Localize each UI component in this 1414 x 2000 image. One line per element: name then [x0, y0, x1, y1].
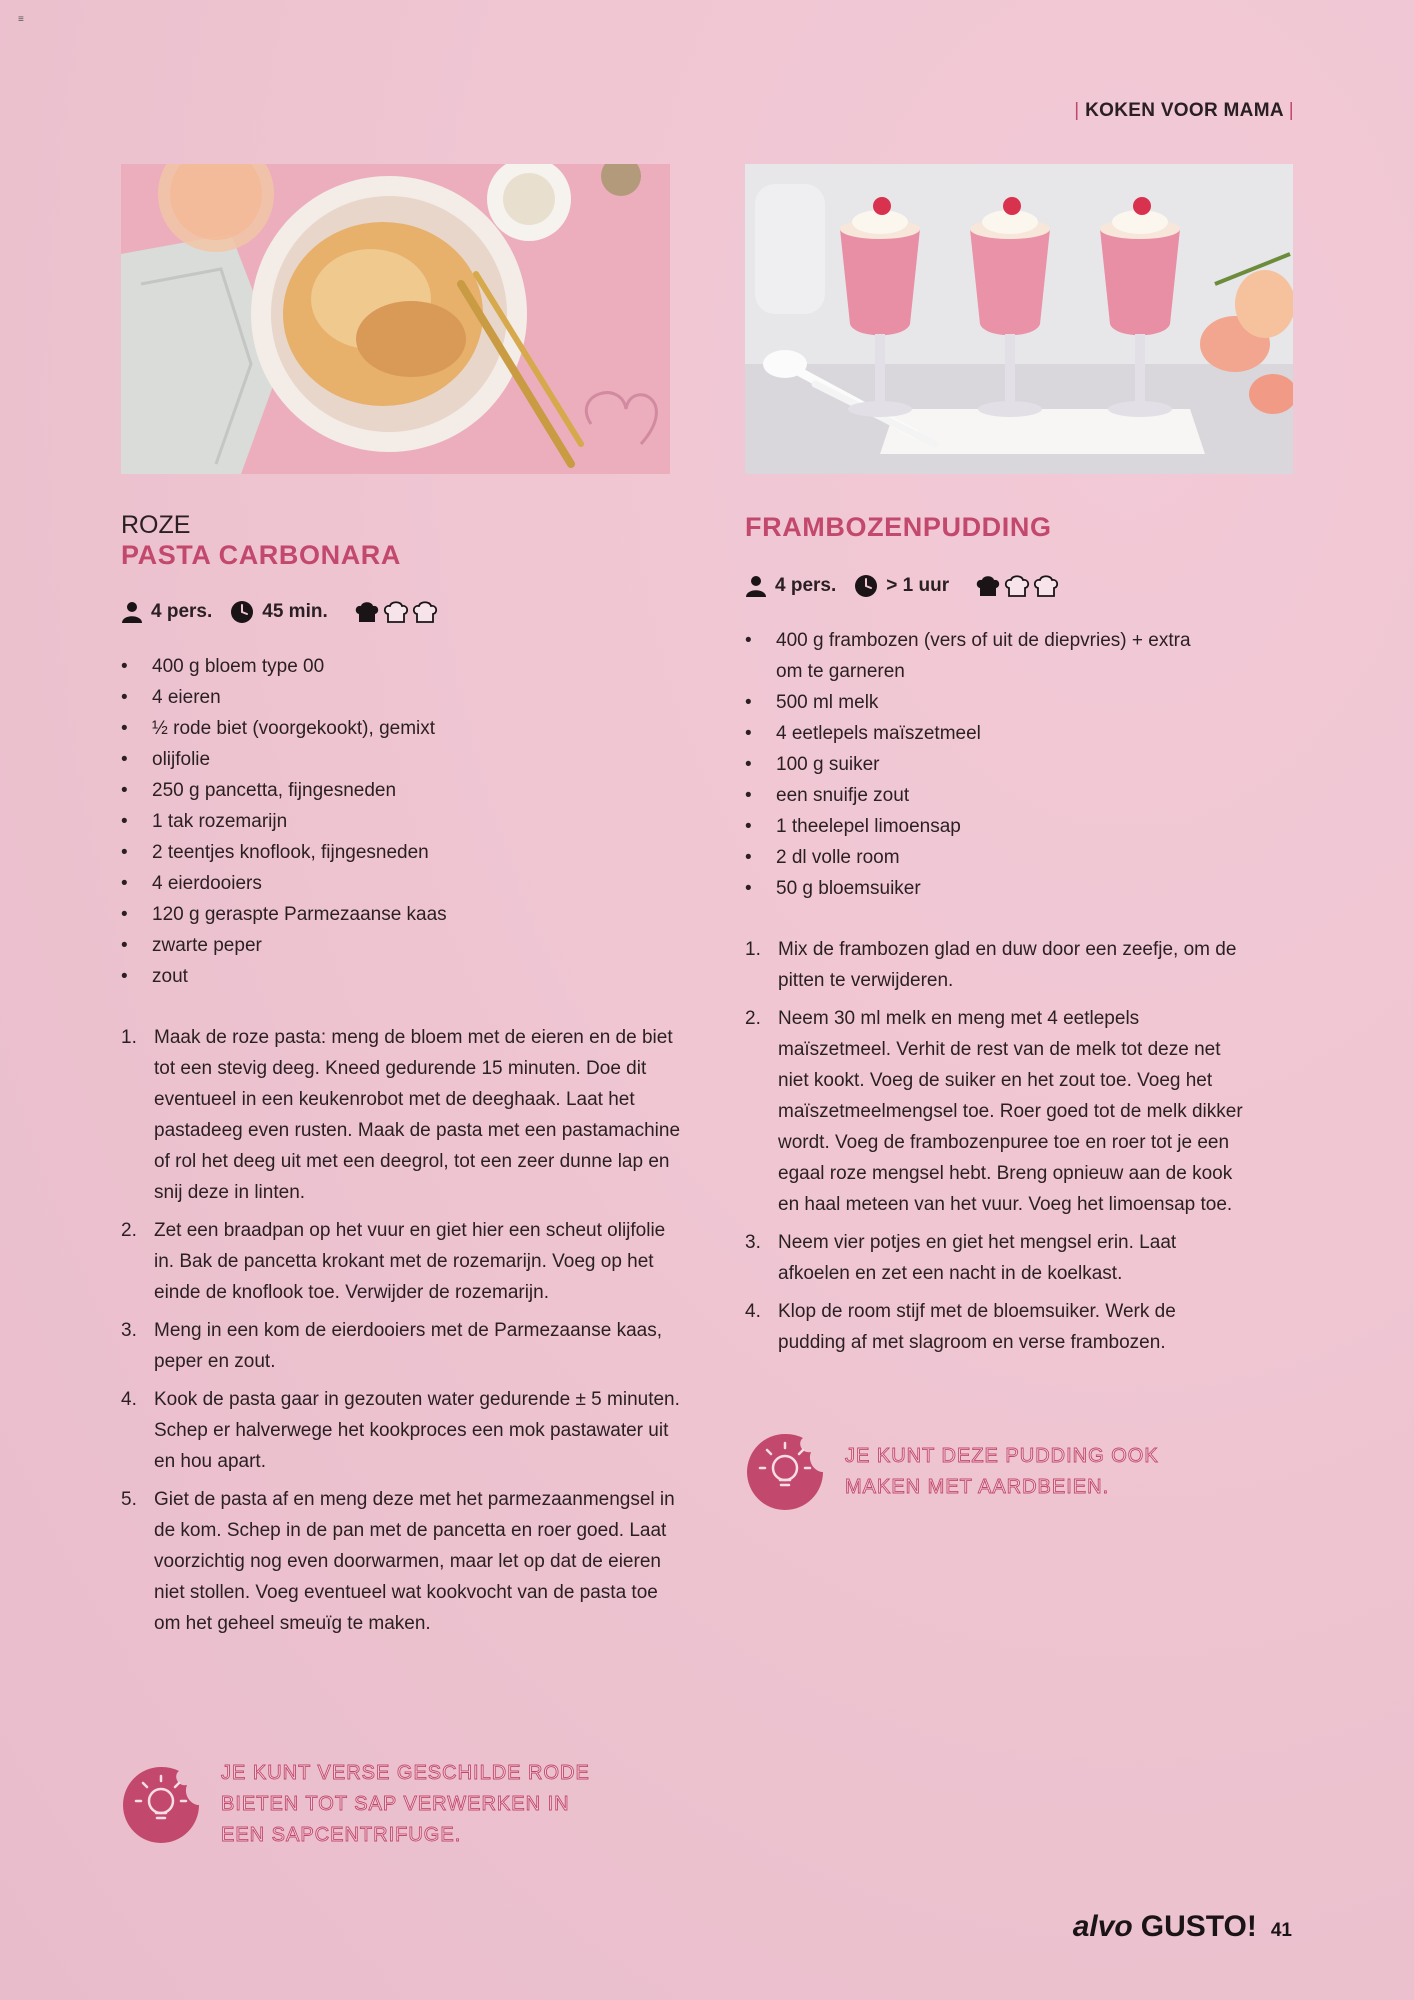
step-list — [121, 1022, 681, 1639]
page-footer — [1073, 1910, 1292, 1944]
corner-menu-mark: ≡ — [18, 14, 24, 25]
ingredient-item: • 120 g geraspte Parmezaanse kaas — [121, 899, 681, 930]
tip-box — [121, 1758, 641, 1851]
step-item: 1. Maak de roze pasta: meng de bloem met de eieren en de biet tot een stevig deeg. Kneed gedurende 15 minuten. Doe dit eventueel in een keukenrobot met de deeghaak. Laat het pastadeeg even rusten. Maak de pasta met een pastamachine of rol het deeg uit met een deegrol, tot een zeer dunne lap en snij deze in linten. — [121, 1026, 681, 1203]
ingredient-item: • 100 g suiker — [745, 749, 1215, 780]
tip-text: JE KUNT DEZE PUDDING OOK MAKEN MET AARDBEIEN. — [845, 1445, 1159, 1498]
lightbulb-icon — [121, 1765, 201, 1845]
clock-icon — [854, 574, 878, 598]
step-item: 4. Kook de pasta gaar in gezouten water gedurende ± 5 minuten. Schep er halverwege het kookproces een mok pastawater uit en hou apart. — [121, 1388, 680, 1472]
step-text: Giet de pasta af en meng deze met het parmezaanmengsel in de kom. Schep in de pan met de pancetta en roer goed. Laat voorzichtig nog even doorwarmen, maar let op dat de eieren niet stollen. Voeg eventueel wat kookvocht van de pasta toe om het geheel smeuïg te maken. — [154, 1488, 675, 1634]
step-item: 3. Neem vier potjes en giet het mengsel erin. Laat afkoelen en zet een nacht in de koelkast. — [745, 1232, 1177, 1285]
step-text: Klop de room stijf met de bloemsuiker. Werk de pudding af met slagroom en verse frambozen. — [778, 1301, 1176, 1354]
section-tag: | KOKEN VOOR MAMA | — [1074, 100, 1294, 121]
frambozenpudding-photo — [745, 164, 1293, 474]
step-text: Meng in een kom de eierdooiers met de Parmezaanse kaas, peper en zout. — [154, 1319, 662, 1372]
pasta-carbonara-photo — [121, 164, 670, 474]
chef-hat-icon-empty — [1004, 573, 1030, 599]
persons-value: 4 pers. — [775, 575, 837, 597]
ingredient-item: • olijfolie — [121, 744, 681, 775]
step-item: 2. Neem 30 ml melk en meng met 4 eetlepels maïszetmeel. Verhit de rest van de melk tot deze net niet kookt. Voeg de suiker en het zout toe. Voeg het maïszetmeelmengsel toe. Roer goed tot de melk dikker wordt. Voeg de frambozenpuree toe en roer tot je een egaal roze mengsel hebt. Breng opnieuw aan de kook en haal meteen van het vuur. Voeg het limoensap toe. — [745, 1008, 1243, 1216]
recipe-title: PASTA CARBONARA — [121, 539, 401, 570]
ingredient-item: • 2 teentjes knoflook, fijngesneden — [121, 837, 681, 868]
recipe-meta — [121, 599, 681, 625]
recipe-meta — [745, 573, 1305, 599]
ingredient-item: • zwarte peper — [121, 930, 681, 961]
time-value: 45 min. — [262, 600, 328, 622]
chef-hat-icon-filled — [354, 599, 380, 625]
lightbulb-icon — [745, 1432, 825, 1512]
chef-hat-icon-empty — [383, 599, 409, 625]
time-value: > 1 uur — [886, 575, 950, 597]
magazine-name: GUSTO! — [1140, 1910, 1257, 1943]
recipe-title: FRAMBOZENPUDDING — [745, 512, 1052, 542]
step-text: Zet een braadpan op het vuur en giet hier een scheut olijfolie in. Bak de pancetta krokant met de rozemarijn. Voeg op het einde de knoflook toe. Verwijder de rozemarijn. — [154, 1219, 666, 1303]
ingredient-item: • 50 g bloemsuiker — [745, 873, 1215, 904]
step-item: 5. Giet de pasta af en meng deze met het parmezaanmengsel in de kom. Schep in de pan met de pancetta en roer goed. Laat voorzichtig nog even doorwarmen, maar let op dat de eieren niet stollen. Voeg eventueel wat kookvocht van de pasta toe om het geheel smeuïg te maken. — [121, 1488, 675, 1634]
step-item: 4. Klop de room stijf met de bloemsuiker. Werk de pudding af met slagroom en verse frambozen. — [745, 1301, 1176, 1354]
step-text: Maak de roze pasta: meng de bloem met de eieren en de biet tot een stevig deeg. Kneed gedurende 15 minuten. Doe dit eventueel in een keukenrobot met de deeghaak. Laat het pastadeeg even rusten. Maak de pasta met een pastamachine of rol het deeg uit met een deegrol, tot een zeer dunne lap en snij deze in linten. — [154, 1026, 681, 1203]
person-icon — [745, 575, 767, 597]
step-text: Mix de frambozen glad en duw door een zeefje, om de pitten te verwijderen. — [778, 939, 1237, 992]
step-item: 2. Zet een braadpan op het vuur en giet hier een scheut olijfolie in. Bak de pancetta krokant met de rozemarijn. Voeg op het einde de knoflook toe. Verwijder de rozemarijn. — [121, 1219, 666, 1303]
persons-info — [121, 601, 212, 623]
chef-hat-icon-empty — [1033, 573, 1059, 599]
persons-value: 4 pers. — [151, 600, 213, 622]
ingredient-item: • ½ rode biet (voorgekookt), gemixt — [121, 713, 681, 744]
step-item: 3. Meng in een kom de eierdooiers met de Parmezaanse kaas, peper en zout. — [121, 1319, 662, 1372]
ingredient-item: • 400 g bloem type 00 — [121, 651, 681, 682]
clock-icon — [230, 600, 254, 624]
ingredient-item: • 4 eieren — [121, 682, 681, 713]
chef-hat-icon-filled — [975, 573, 1001, 599]
recipe-pre-title: ROZE — [121, 511, 191, 539]
chef-hat-icon-empty — [412, 599, 438, 625]
step-list — [745, 934, 1245, 1358]
ingredient-item: • 250 g pancetta, fijngesneden — [121, 775, 681, 806]
ingredient-item: • 4 eetlepels maïszetmeel — [745, 718, 1215, 749]
ingredient-item: • 1 tak rozemarijn — [121, 806, 681, 837]
ingredient-item: • 4 eierdooiers — [121, 868, 681, 899]
page-number: 41 — [1270, 1920, 1292, 1941]
ingredient-item: • een snuifje zout — [745, 780, 1215, 811]
step-item: 1. Mix de frambozen glad en duw door een zeefje, om de pitten te verwijderen. — [745, 939, 1237, 992]
ingredient-list — [745, 625, 1215, 904]
ingredient-item: • 1 theelepel limoensap — [745, 811, 1215, 842]
ingredient-item: • zout — [121, 961, 681, 992]
ingredient-item: • 2 dl volle room — [745, 842, 1215, 873]
ingredient-list — [121, 651, 681, 992]
recipe-pasta-carbonara — [121, 512, 681, 1646]
persons-info — [745, 575, 836, 597]
tip-text: JE KUNT VERSE GESCHILDE RODE BIETEN TOT SAP VERWERKEN IN EEN SAPCENTRIFUGE. — [221, 1762, 590, 1846]
step-text: Neem 30 ml melk en meng met 4 eetlepels maïszetmeel. Verhit de rest van de melk tot deze net niet kookt. Voeg de suiker en het zout toe. Voeg het maïszetmeelmengsel toe. Roer goed tot de melk dikker wordt. Voeg de frambozenpuree toe en roer tot je een egaal roze mengsel hebt. Breng opnieuw aan de kook en haal meteen van het vuur. Voeg het limoensap toe. — [778, 1008, 1243, 1216]
brand-logo: alvo — [1072, 1910, 1133, 1943]
person-icon — [121, 601, 143, 623]
difficulty-rating — [975, 573, 1059, 599]
step-text: Neem vier potjes en giet het mengsel erin. Laat afkoelen en zet een nacht in de koelkast. — [778, 1232, 1177, 1285]
ingredient-item: • 500 ml melk — [745, 687, 1215, 718]
section-tag-label: KOKEN VOOR MAMA — [1085, 100, 1284, 121]
tip-box — [745, 1432, 1265, 1512]
time-info — [230, 600, 327, 624]
time-info — [854, 574, 949, 598]
difficulty-rating — [354, 599, 438, 625]
ingredient-item: • 400 g frambozen (vers of uit de diepvries) + extra om te garneren — [745, 625, 1215, 687]
step-text: Kook de pasta gaar in gezouten water gedurende ± 5 minuten. Schep er halverwege het kookproces een mok pastawater uit en hou apart. — [154, 1388, 680, 1472]
recipe-frambozenpudding — [745, 512, 1305, 1365]
